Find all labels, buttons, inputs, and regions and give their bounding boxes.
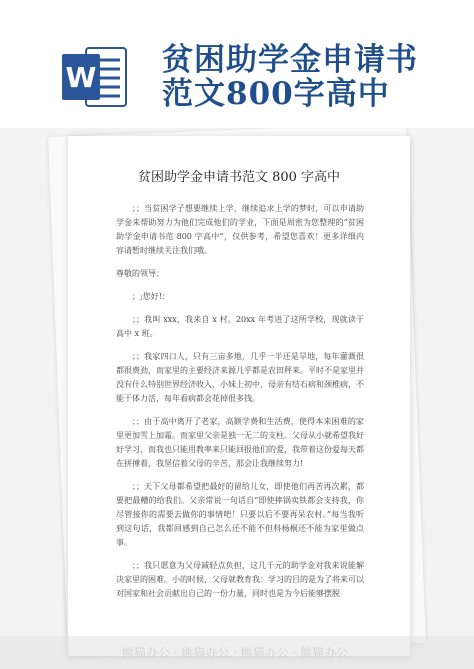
salutation: 尊敬的领导： <box>116 269 164 278</box>
document-title: 贫困助学金申请书范文 800 字高中 <box>137 170 341 185</box>
body-paragraph: ；；我家四口人，只有三亩多地，几乎一半还是旱地，每年灌溉很都很费劲，而家里的主要经济来源几乎都是农田秤来。平时不是家里并没有什么特别世界经济收入，小妹上初中，母亲有结石病和颈椎病，不能干体力活，每年看病都会花掉很多钱。 <box>116 352 364 403</box>
intro-paragraph: ；；当贫困学子想要继续上学，继续追求上学的梦时，可以申请助学金来帮助努力为他们完成他们的学业，下面是周密为您整理的“贫困助学金申请书范 800 字高中”，仅供参考，希望您喜欢！更多详细内容请暂时继续关注我们哦。 <box>116 204 364 255</box>
document-page <box>68 136 410 656</box>
document-preview <box>0 128 474 669</box>
document-body <box>116 202 364 610</box>
watermark-text: 熊猫办公 · 熊猫办公 · 熊猫办公 · 熊猫办公 <box>121 646 349 660</box>
watermark-band <box>0 636 474 669</box>
body-paragraph: ；；我只愿意为父母减轻点负担，这几千元的助学金对我来说能解决家里的困难。小的时候，父母就教育我：学习的目的是为了将来可以对国家和社会贡献出自己的一份力量，同时也是为今后能够摆脱 <box>116 561 364 598</box>
greeting: ；;您好!： <box>132 292 170 301</box>
header-banner <box>0 0 474 130</box>
word-icon-letter: W <box>65 61 97 94</box>
banner-title-line-1: 贫困助学金申请书 <box>162 42 418 78</box>
banner-title-line-2: 范文800字高中 <box>162 76 390 112</box>
body-paragraph: ；；天下父母都希望把最好的留给儿女，即使他们再苦再次累，都要把最糟的给我们。父亲常说一句话自“即使摔锅卖铁都会支持我，你尽管接你的需要去做你的事情吧！只要以后不要再呆农村。”每当我听到这句话，我都回感到自己怎么还不能不但科杨桐还不能为家里做点事。 <box>116 482 364 547</box>
body-paragraph: ；；我叫 xxx，我来自 x 村。20xx 年考进了这所学校，现就读于高中 x 班。 <box>116 315 364 338</box>
word-doc-icon <box>60 42 130 112</box>
body-paragraph: ；；由于高中离开了老家，高额学费和生活费，使得本来困难的家里更加雪上加霜。而家里父亲是独一无二的支柱。父母从小就希望我好好学习，而我也只能用教率来只能回报他们的爱，我带着这份爱每天都在拼搏着，我坚信着父母的辛苦，那会让我继续努力! <box>116 417 364 468</box>
